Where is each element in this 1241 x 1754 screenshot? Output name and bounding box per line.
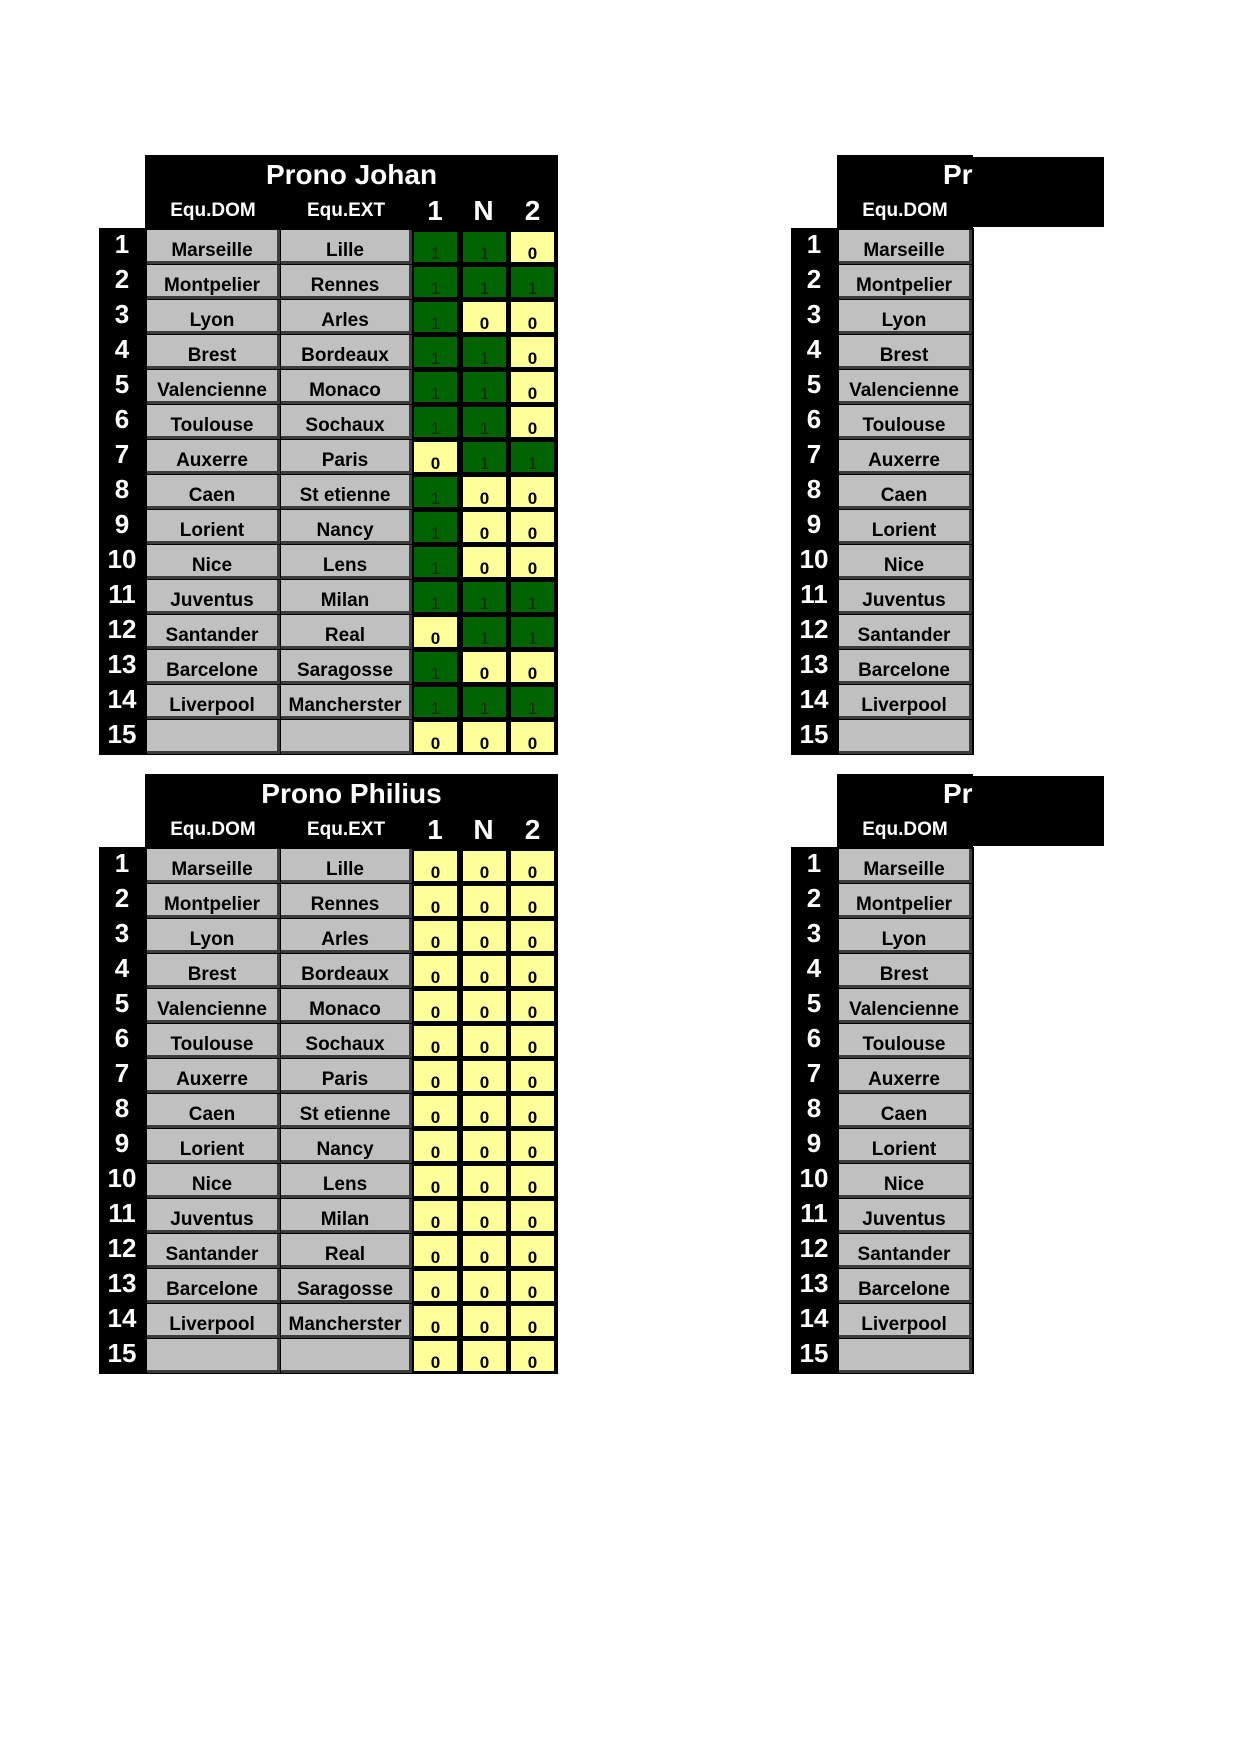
home-team-cell [147,720,280,754]
home-team-cell: Caen [147,1094,280,1128]
row-number: 2 [114,264,130,294]
pick-1-cell[interactable]: 1 [412,650,459,684]
pick-1-cell[interactable]: 1 [412,475,459,509]
home-team-cell [839,1339,972,1373]
pick-1-cell[interactable]: 0 [412,720,459,754]
home-team-cell: Nice [147,1164,280,1198]
row-number: 5 [806,369,822,399]
pick-1-cell[interactable]: 0 [412,989,459,1023]
home-team-cell: Barcelone [839,650,972,684]
row-number: 15 [107,1338,137,1368]
row-number: 5 [114,988,130,1018]
pick-n-cell[interactable]: 0 [461,1164,508,1198]
pick-n-cell[interactable]: 0 [461,989,508,1023]
pick-2-cell[interactable]: 0 [509,919,556,953]
home-team-cell: Liverpool [839,685,972,719]
home-team-cell: Auxerre [147,440,280,474]
pick-2-cell[interactable]: 0 [509,1059,556,1093]
row-number: 2 [114,883,130,913]
home-team-cell: Santander [839,615,972,649]
home-team-cell: Caen [147,475,280,509]
pick-1-cell[interactable]: 1 [412,580,459,614]
pick-n-cell[interactable]: 0 [461,884,508,918]
away-team-cell: Bordeaux [281,335,412,369]
pick-2-cell[interactable]: 1 [509,265,556,299]
home-team-cell: Brest [147,954,280,988]
row-number: 6 [806,404,822,434]
pick-n-cell[interactable]: 1 [461,405,508,439]
pick-2-cell[interactable]: 1 [509,440,556,474]
row-number: 1 [114,848,130,878]
row-number: 1 [806,229,822,259]
home-team-cell: Valencienne [839,370,972,404]
home-team-cell: Liverpool [147,1304,280,1338]
pick-2-cell[interactable]: 0 [509,720,556,754]
row-number: 11 [108,1198,136,1228]
row-number: 12 [107,1233,137,1263]
home-team-cell: Auxerre [839,440,972,474]
away-team-cell: Milan [281,580,412,614]
pick-n-cell[interactable]: 0 [461,919,508,953]
home-team-cell: Marseille [839,230,972,264]
away-team-cell: Rennes [281,265,412,299]
header-result-n: N [473,195,494,226]
pick-1-cell[interactable]: 1 [412,510,459,544]
pick-1-cell[interactable]: 0 [412,954,459,988]
home-team-cell: Nice [147,545,280,579]
header-home-team: Equ.DOM [862,819,948,840]
home-team-cell: Lyon [147,300,280,334]
away-team-cell: Saragosse [281,1269,412,1303]
pick-2-cell[interactable]: 0 [509,1339,556,1373]
pick-2-cell[interactable]: 0 [509,849,556,883]
row-number: 9 [806,1128,822,1158]
pick-1-cell[interactable]: 0 [412,1304,459,1338]
home-team-cell: Montpelier [839,884,972,918]
pick-1-cell[interactable]: 1 [412,370,459,404]
pick-n-cell[interactable]: 1 [461,580,508,614]
pick-1-cell[interactable]: 0 [412,919,459,953]
pick-1-cell[interactable]: 0 [412,440,459,474]
pick-1-cell[interactable]: 1 [412,265,459,299]
row-number: 3 [806,918,822,948]
away-team-cell: Lille [281,849,412,883]
pick-2-cell[interactable]: 0 [509,1234,556,1268]
home-team-cell: Juventus [839,580,972,614]
row-number: 8 [806,1093,822,1123]
row-number: 6 [114,1023,130,1053]
away-team-cell: Nancy [281,510,412,544]
home-team-cell: Brest [147,335,280,369]
pick-n-cell[interactable]: 1 [461,230,508,264]
pick-2-cell[interactable]: 0 [509,1024,556,1058]
pick-2-cell[interactable]: 0 [509,405,556,439]
home-team-cell [147,1339,280,1373]
home-team-cell: Valencienne [147,989,280,1023]
away-team-cell: Real [281,615,412,649]
away-team-cell: Rennes [281,884,412,918]
pick-n-cell[interactable]: 1 [461,615,508,649]
row-number: 5 [114,369,130,399]
home-team-cell: Lorient [839,1129,972,1163]
pick-1-cell[interactable]: 0 [412,1024,459,1058]
row-number: 6 [806,1023,822,1053]
home-team-cell: Valencienne [839,989,972,1023]
pick-2-cell[interactable]: 0 [509,230,556,264]
row-number: 14 [799,1303,829,1333]
away-team-cell: Paris [281,1059,412,1093]
pick-2-cell[interactable]: 0 [509,510,556,544]
pick-1-cell[interactable]: 0 [412,1199,459,1233]
pick-n-cell[interactable]: 0 [461,954,508,988]
home-team-cell: Auxerre [147,1059,280,1093]
home-team-cell: Santander [147,615,280,649]
home-team-cell: Brest [839,954,972,988]
pick-n-cell[interactable]: 0 [461,1094,508,1128]
home-team-cell: Caen [839,1094,972,1128]
pick-2-cell[interactable]: 1 [509,685,556,719]
pick-1-cell[interactable]: 1 [412,335,459,369]
pick-1-cell[interactable]: 1 [412,405,459,439]
row-number: 5 [806,988,822,1018]
row-number: 11 [800,579,828,609]
home-team-cell: Toulouse [147,1024,280,1058]
home-team-cell: Santander [147,1234,280,1268]
home-team-cell: Liverpool [839,1304,972,1338]
row-number: 3 [806,299,822,329]
pick-1-cell[interactable]: 0 [412,1164,459,1198]
home-team-cell: Toulouse [839,405,972,439]
pick-n-cell[interactable]: 0 [461,720,508,754]
header-result-n: N [473,814,494,845]
row-number: 9 [806,509,822,539]
home-team-cell: Juventus [147,580,280,614]
away-team-cell: Mancherster [281,1304,412,1338]
home-team-cell [839,720,972,754]
table-title: Prono Philius [145,774,558,847]
pick-2-cell[interactable]: 1 [509,615,556,649]
row-number: 9 [114,1128,130,1158]
row-number: 8 [114,474,130,504]
row-number: 14 [107,684,137,714]
away-team-cell: St etienne [281,475,412,509]
home-team-cell: Lorient [839,510,972,544]
row-number: 13 [107,1268,137,1298]
pick-1-cell[interactable]: 0 [412,1269,459,1303]
pick-n-cell[interactable]: 0 [461,1199,508,1233]
header-away-team: Equ.EXT [306,200,386,221]
pick-n-cell[interactable]: 1 [461,335,508,369]
row-number: 8 [114,1093,130,1123]
table-title: Prono Johan [145,155,558,228]
pick-1-cell[interactable]: 0 [412,1234,459,1268]
pick-1-cell[interactable]: 0 [412,615,459,649]
row-number: 3 [114,918,130,948]
row-number: 12 [799,614,829,644]
home-team-cell: Lyon [147,919,280,953]
pick-2-cell[interactable]: 0 [509,954,556,988]
pick-1-cell[interactable]: 0 [412,1059,459,1093]
pick-n-cell[interactable]: 0 [461,1234,508,1268]
home-team-cell: Lyon [839,919,972,953]
header-home-team: Equ.DOM [170,200,256,221]
row-number: 7 [806,439,822,469]
home-team-cell: Juventus [147,1199,280,1233]
pick-1-cell[interactable]: 0 [412,1339,459,1373]
table-title-fragment: Pr [943,778,973,809]
away-team-cell: Lille [281,230,412,264]
home-team-cell: Montpelier [147,265,280,299]
pick-n-cell[interactable]: 0 [461,1339,508,1373]
title-overflow-strip [973,776,1104,846]
row-number: 11 [108,579,136,609]
pick-1-cell[interactable]: 1 [412,230,459,264]
header-result-2: 2 [524,814,541,845]
header-result-1: 1 [427,195,443,226]
away-team-cell: Saragosse [281,650,412,684]
row-number: 14 [799,684,829,714]
home-team-cell: Auxerre [839,1059,972,1093]
away-team-cell: Monaco [281,989,412,1023]
home-team-cell: Lyon [839,300,972,334]
pick-n-cell[interactable]: 0 [461,1024,508,1058]
pick-1-cell[interactable]: 1 [412,545,459,579]
pick-n-cell[interactable]: 0 [461,1059,508,1093]
pick-2-cell[interactable]: 0 [509,1269,556,1303]
home-team-cell: Santander [839,1234,972,1268]
row-number: 4 [806,953,822,983]
pick-2-cell[interactable]: 0 [509,1094,556,1128]
pick-n-cell[interactable]: 0 [461,545,508,579]
home-team-cell: Barcelone [839,1269,972,1303]
header-result-1: 1 [427,814,443,845]
row-number: 10 [799,1163,829,1193]
row-number: 2 [806,264,822,294]
home-team-cell: Nice [839,545,972,579]
table-title-fragment: Pr [943,159,973,190]
pick-2-cell[interactable]: 0 [509,1129,556,1163]
pick-n-cell[interactable]: 1 [461,685,508,719]
pick-2-cell[interactable]: 0 [509,545,556,579]
row-number: 10 [107,544,137,574]
row-number: 2 [806,883,822,913]
row-number: 10 [799,544,829,574]
home-team-cell: Marseille [147,849,280,883]
row-number: 10 [107,1163,137,1193]
away-team-cell: Sochaux [281,405,412,439]
away-team-cell: Lens [281,1164,412,1198]
pick-n-cell[interactable]: 0 [461,475,508,509]
pick-n-cell[interactable]: 0 [461,1269,508,1303]
away-team-cell [281,720,412,754]
away-team-cell: Paris [281,440,412,474]
pick-2-cell[interactable]: 0 [509,1304,556,1338]
row-number: 8 [806,474,822,504]
pick-2-cell[interactable]: 0 [509,989,556,1023]
row-number: 1 [806,848,822,878]
row-number: 9 [114,509,130,539]
home-team-cell: Nice [839,1164,972,1198]
home-team-cell: Marseille [147,230,280,264]
home-team-cell: Juventus [839,1199,972,1233]
home-team-cell: Montpelier [839,265,972,299]
pick-1-cell[interactable]: 0 [412,849,459,883]
pick-1-cell[interactable]: 0 [412,1094,459,1128]
pick-2-cell[interactable]: 0 [509,335,556,369]
title-overflow-strip [973,157,1104,227]
home-team-cell: Caen [839,475,972,509]
home-team-cell: Barcelone [147,650,280,684]
row-number: 7 [114,1058,130,1088]
pick-1-cell[interactable]: 0 [412,1129,459,1163]
row-number: 13 [799,649,829,679]
pick-n-cell[interactable]: 1 [461,440,508,474]
home-team-cell: Liverpool [147,685,280,719]
row-number: 7 [114,439,130,469]
pick-1-cell[interactable]: 0 [412,884,459,918]
row-number: 1 [114,229,130,259]
pick-n-cell[interactable]: 0 [461,1129,508,1163]
row-number: 14 [107,1303,137,1333]
pick-2-cell[interactable]: 0 [509,650,556,684]
pick-n-cell[interactable]: 0 [461,300,508,334]
row-number: 13 [107,649,137,679]
home-team-cell: Brest [839,335,972,369]
home-team-cell: Lorient [147,1129,280,1163]
pick-n-cell[interactable]: 0 [461,510,508,544]
row-number: 15 [799,1338,829,1368]
pick-n-cell[interactable]: 0 [461,650,508,684]
away-team-cell: Mancherster [281,685,412,719]
pick-2-cell[interactable]: 0 [509,475,556,509]
away-team-cell: Milan [281,1199,412,1233]
away-team-cell: St etienne [281,1094,412,1128]
away-team-cell: Real [281,1234,412,1268]
pick-1-cell[interactable]: 1 [412,685,459,719]
row-number: 15 [107,719,137,749]
pick-2-cell[interactable]: 0 [509,1164,556,1198]
row-number: 4 [114,953,130,983]
home-team-cell: Montpelier [147,884,280,918]
home-team-cell: Lorient [147,510,280,544]
row-number: 3 [114,299,130,329]
home-team-cell: Toulouse [147,405,280,439]
row-number: 13 [799,1268,829,1298]
away-team-cell: Arles [281,300,412,334]
row-number: 12 [107,614,137,644]
row-number: 4 [114,334,130,364]
pick-n-cell[interactable]: 1 [461,265,508,299]
row-number: 11 [800,1198,828,1228]
row-number: 6 [114,404,130,434]
away-team-cell: Nancy [281,1129,412,1163]
away-team-cell: Sochaux [281,1024,412,1058]
home-team-cell: Valencienne [147,370,280,404]
row-number: 12 [799,1233,829,1263]
row-number: 7 [806,1058,822,1088]
away-team-cell [281,1339,412,1373]
home-team-cell: Marseille [839,849,972,883]
pick-2-cell[interactable]: 0 [509,370,556,404]
pick-n-cell[interactable]: 1 [461,370,508,404]
home-team-cell: Barcelone [147,1269,280,1303]
header-home-team: Equ.DOM [862,200,948,221]
home-team-cell: Toulouse [839,1024,972,1058]
header-result-2: 2 [524,195,541,226]
header-away-team: Equ.EXT [306,819,386,840]
pick-2-cell[interactable]: 0 [509,1199,556,1233]
pick-n-cell[interactable]: 0 [461,849,508,883]
pick-2-cell[interactable]: 1 [509,580,556,614]
pick-n-cell[interactable]: 0 [461,1304,508,1338]
pick-2-cell[interactable]: 0 [509,884,556,918]
away-team-cell: Bordeaux [281,954,412,988]
row-number: 15 [799,719,829,749]
header-home-team: Equ.DOM [170,819,256,840]
pick-2-cell[interactable]: 0 [509,300,556,334]
row-number: 4 [806,334,822,364]
away-team-cell: Monaco [281,370,412,404]
away-team-cell: Arles [281,919,412,953]
away-team-cell: Lens [281,545,412,579]
pick-1-cell[interactable]: 1 [412,300,459,334]
